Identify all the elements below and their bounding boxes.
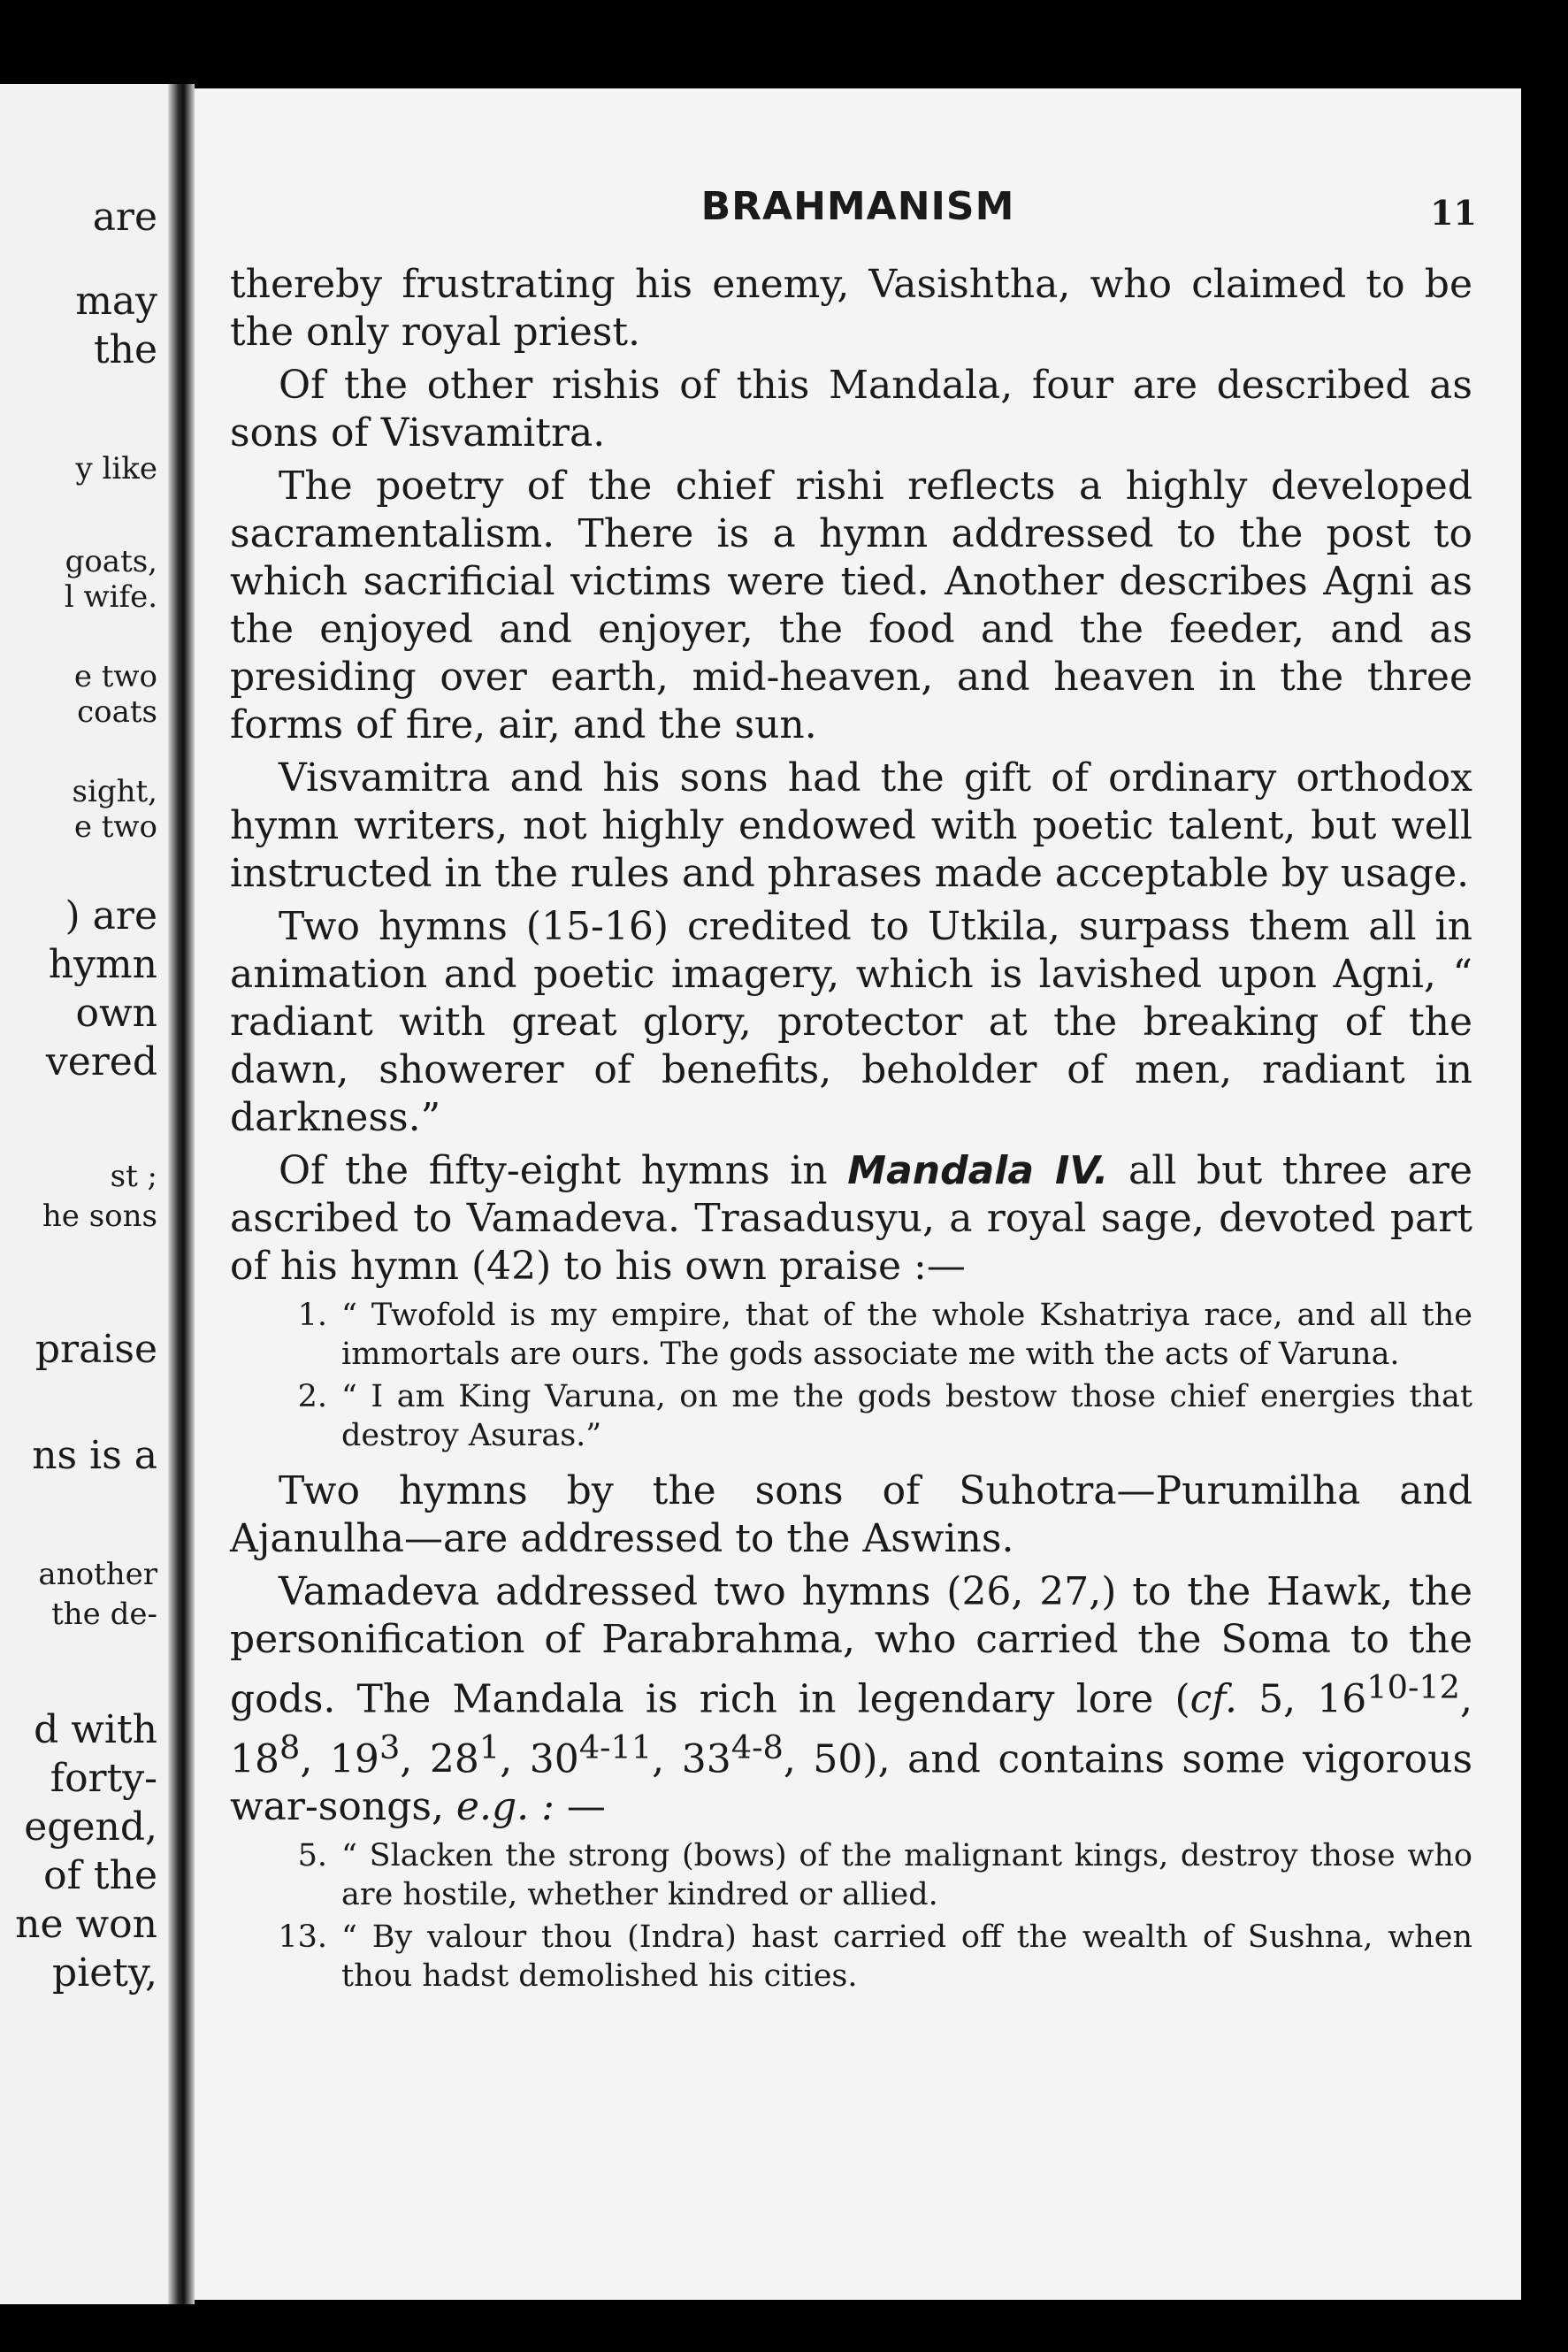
p8-text-i: — [554, 1784, 606, 1830]
paragraph-1: thereby frustrating his enemy, Vasishtha, who claimed to be the only royal priest. [230, 262, 1472, 355]
left-page-fragment: are [92, 195, 157, 240]
left-page-fragment: of the [43, 1853, 157, 1898]
left-page-fragment: may [75, 279, 157, 324]
p8-text-e: , 28 [400, 1736, 479, 1782]
quote-number: 5. [297, 1838, 327, 1874]
left-page-fragment: praise [34, 1327, 157, 1372]
paragraph-6-pre: Of the fifty-eight hymns in [279, 1148, 848, 1193]
p8-sup-4: 1 [478, 1728, 501, 1766]
p8-text-h: , 50), and contains some vigorous war-songs, [230, 1736, 1473, 1830]
left-page-fragment: the [93, 327, 157, 372]
book-gutter [168, 84, 195, 2304]
p8-text-g: , 33 [652, 1736, 731, 1782]
p8-eg: e.g. : [455, 1784, 555, 1830]
left-page-fragment: e two [73, 809, 157, 845]
quote-item [230, 1836, 1472, 1914]
p8-text-d: , 19 [300, 1736, 379, 1782]
book-page [195, 88, 1521, 2300]
left-page-fragment: d with [34, 1707, 157, 1752]
left-page-fragment: hymn [48, 942, 157, 987]
quote-number: 2. [297, 1379, 327, 1414]
paragraph-5: Two hymns (15-16) credited to Utkila, surpass them all in animation and poetic imagery, which is lavished upon Agni, “ radiant with great glory, protector at the breaking of the dawn, showerer of benefits, beholder of men, radiant in darkness.” [230, 904, 1472, 1140]
page-number: 11 [1430, 193, 1477, 233]
p8-sup-5: 4-11 [578, 1728, 653, 1766]
quote-text: “ I am King Varuna, on me the gods bestow those chief energies that destroy Asuras.” [341, 1379, 1472, 1453]
left-page-fragment: forty- [50, 1756, 157, 1801]
left-facing-page [0, 84, 168, 2304]
left-page-fragment: ) are [65, 893, 157, 939]
left-page-fragment: e two [73, 659, 157, 694]
left-page-fragment: own [75, 991, 157, 1036]
page-body [230, 261, 1472, 2008]
left-page-fragment: l wife. [64, 579, 157, 615]
mandala-heading: Mandala IV. [847, 1148, 1109, 1193]
left-page-fragment: the de- [51, 1597, 157, 1632]
quote-text: “ Slacken the strong (bows) of the malignant kings, destroy those who are hostile, whether kindred or allied. [341, 1838, 1472, 1913]
p8-cf: cf. [1189, 1676, 1237, 1722]
left-page-fragment: goats, [65, 544, 157, 579]
p8-text-c: , 18 [230, 1676, 1472, 1782]
left-page-fragment: piety, [52, 1950, 157, 1996]
left-page-fragment: egend, [24, 1804, 157, 1850]
left-page-fragment: another [38, 1557, 157, 1592]
paragraph-2: Of the other rishis of this Mandala, four are described as sons of Visvamitra. [230, 363, 1472, 456]
quote-text: “ By valour thou (Indra) hast carried off the wealth of Sushna, when thou hadst demolished his cities. [341, 1919, 1472, 1995]
left-page-fragment: st ; [110, 1159, 157, 1194]
left-page-fragment: y like [75, 451, 157, 486]
quote-item [230, 1377, 1472, 1455]
p8-text-a: Vamadeva addressed two hymns (26, 27,) to the Hawk, the personification of Parabrahma, who carried the Soma to the gods. The Mandala is rich in legendary lore ( [230, 1569, 1472, 1722]
left-page-fragment: sight, [72, 774, 157, 809]
p8-sup-6: 4-8 [730, 1728, 784, 1766]
running-title: BRAHMANISM [700, 184, 1015, 229]
p8-text-b: 5, 16 [1237, 1676, 1367, 1722]
paragraph-6 [230, 1147, 1472, 1291]
paragraph-7: Two hymns by the sons of Suhotra—Purumilha and Ajanulha—are addressed to the Aswins. [230, 1468, 1472, 1561]
p8-sup-1: 10-12 [1366, 1668, 1460, 1706]
left-page-fragment: he sons [42, 1199, 157, 1234]
p8-text-f: , 30 [500, 1736, 579, 1782]
quote-text: “ Twofold is my empire, that of the whole Kshatriya race, and all the immortals are ours. The gods associate me with the acts of Varuna. [341, 1298, 1472, 1372]
paragraph-6-post: all but three are ascribed to Vamadeva. Trasadusyu, a royal sage, devoted part of his hymn (42) to his own praise :— [230, 1148, 1472, 1289]
quote-number: 1. [297, 1298, 327, 1333]
p8-sup-3: 3 [379, 1728, 401, 1766]
left-page-fragment: ne won [15, 1902, 157, 1947]
quote-item [230, 1918, 1472, 1996]
paragraph-8 [230, 1568, 1472, 1831]
quote-item [230, 1296, 1472, 1374]
p8-sup-2: 8 [279, 1728, 301, 1766]
left-page-fragment: coats [77, 694, 157, 730]
paragraph-4: Visvamitra and his sons had the gift of ordinary orthodox hymn writers, not highly endowed with poetic talent, but well instructed in the rules and phrases made acceptable by usage. [230, 755, 1472, 896]
quote-block-2 [230, 1836, 1472, 1996]
left-page-fragment: vered [45, 1039, 157, 1084]
quote-block-1 [230, 1296, 1472, 1455]
paragraph-3: The poetry of the chief rishi reflects a highly developed sacramentalism. There is a hymn addressed to the post to which sacrificial victims were tied. Another describes Agni as the enjoyed and enjoyer, the food and the feeder, and as presiding over earth, mid-heaven, and heaven in the three forms of fire, air, and the sun. [230, 464, 1472, 747]
quote-number: 13. [278, 1919, 327, 1956]
running-header [195, 184, 1521, 233]
left-page-fragment: ns is a [32, 1433, 157, 1478]
